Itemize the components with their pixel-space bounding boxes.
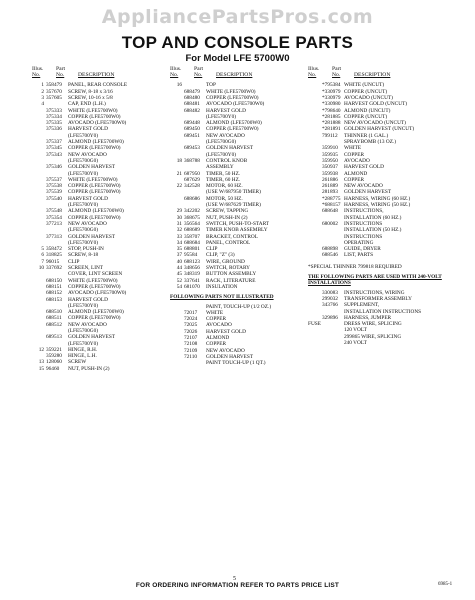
part-description: (LFE5700G0): [68, 157, 99, 164]
part-no: 72024: [184, 316, 198, 323]
part-description: 299865 WIRE, SPLICING: [344, 333, 402, 340]
part-no: 688123: [184, 258, 200, 265]
part-no: 357670: [46, 88, 62, 95]
part-description: STOP, PUSH-IN: [68, 246, 104, 253]
part-no: 337692: [46, 265, 62, 272]
part-no: 343766: [322, 302, 338, 309]
part-no: *330979: [322, 88, 341, 95]
part-no: 375548: [46, 208, 62, 215]
part-no: [322, 340, 344, 346]
part-no: 348319: [184, 271, 200, 278]
part-description: ALMOND (LFE5700W0): [68, 309, 124, 316]
fig-no: [308, 340, 322, 346]
column-header: [308, 66, 450, 78]
part-description: INSTALLATION (50 HZ.): [344, 227, 402, 234]
part-no: 342528: [184, 183, 200, 190]
parts-row: [308, 340, 450, 346]
part-no: 689451: [184, 132, 200, 139]
part-description: INSTRUCTIONS,: [344, 208, 384, 215]
part-description: (LFE5700Y0): [68, 132, 99, 139]
part-description: SUPPLEMENT,: [344, 302, 380, 309]
part-description: PANEL, CONTROL: [206, 239, 251, 246]
part-description: INSTRUCTIONS: [344, 220, 383, 227]
part-no: *288775: [322, 195, 341, 202]
part-no: 688546: [322, 252, 338, 259]
not-illustrated-heading: FOLLOWING PARTS NOT ILLUSTRATED: [170, 294, 274, 301]
part-description: HARVEST GOLD: [344, 164, 384, 171]
part-no: 689450: [184, 126, 200, 133]
part-no: 375538: [46, 183, 62, 190]
part-description: DRESS WIRE, SPLICING: [344, 321, 402, 328]
part-description: CAP, END (L.H.): [68, 101, 106, 108]
part-description: AVOCADO (UNCUT): [344, 95, 393, 101]
part-no: 358479: [46, 82, 62, 89]
fig-no: 7: [41, 258, 44, 265]
part-description: 120 VOLT: [344, 327, 367, 334]
part-description: WHITE (UNCUT): [344, 82, 385, 89]
part-description: GOLDEN HARVEST (UNCUT): [344, 126, 415, 133]
part-description: ASSEMBLY: [206, 164, 234, 171]
part-description: GOLDEN HARVEST: [206, 353, 254, 360]
part-description: TIMER, 60 HZ.: [206, 176, 241, 183]
part-description: WHITE (LFE5700W0): [68, 176, 118, 183]
part-no: *798640: [322, 107, 341, 114]
part-no: 688648: [322, 208, 338, 215]
part-description: MOTOR, 60 HZ.: [206, 183, 243, 190]
part-description: HARNESS, WIRING (60 HZ.): [344, 195, 411, 202]
ordering-notice: FOR ORDERING INFORMATION REFER TO PARTS PRICE LIST: [135, 582, 340, 589]
part-description: NUT, PUSH-IN (2): [68, 365, 110, 372]
column-header: [170, 66, 306, 78]
parts-column-2: [170, 66, 306, 366]
fig-no: 33: [176, 233, 182, 240]
fig-no: 34: [176, 239, 182, 246]
header-part: Part No.: [194, 66, 204, 79]
part-no: 688511: [46, 315, 62, 322]
part-no: 688512: [46, 321, 62, 328]
fig-no: 3: [41, 95, 44, 101]
thinner-note: *SPECIAL THINNER 799818 REQUIRED: [308, 263, 402, 270]
part-description: BRACKET, CONTROL: [206, 233, 258, 240]
part-no: 359935: [322, 151, 338, 158]
part-no: 356564: [184, 220, 200, 227]
part-description: CLIP: [206, 246, 218, 253]
part-no: 375539: [46, 189, 62, 196]
part-description: NEW AVOCADO: [68, 220, 107, 227]
part-description: SWITCH, ROTARY: [206, 265, 251, 272]
part-description: ALMOND (LFE5700W0): [68, 139, 124, 146]
part-description: ALMOND: [206, 334, 230, 341]
part-description: GOLDEN HARVEST: [206, 145, 254, 152]
part-no: 680002: [322, 220, 338, 227]
part-description: PAINT, TOUCH-UP (1/2 OZ.): [206, 303, 272, 310]
part-description: COPPER (LFE5700W0): [68, 214, 121, 221]
part-description: COPPER (LFE5700W0): [68, 145, 121, 152]
watermark: AppliancePartsPros.com: [101, 6, 374, 28]
fig-no: 21: [176, 170, 182, 177]
part-description: HARVEST GOLD (UNCUT): [344, 101, 408, 108]
part-description: (USE W/687629 TIMER): [206, 202, 261, 209]
part-description: HARVEST GOLD: [68, 195, 108, 202]
part-no: 359221: [46, 346, 62, 353]
header-part: Part No.: [332, 66, 342, 79]
part-description: AVOCADO (LFE5700W0): [68, 290, 127, 297]
part-no: 281893: [322, 189, 338, 196]
header-illus: Illus. No.: [308, 66, 320, 79]
part-no: 687950: [184, 170, 200, 177]
part-description: CLIP: [68, 258, 80, 265]
part-description: TIMER KNOB ASSEMBLY: [206, 227, 268, 234]
part-description: WHITE: [344, 145, 362, 152]
part-description: 240 VOLT: [344, 339, 367, 346]
part-no: 72108: [184, 341, 198, 348]
part-no: *688157: [322, 202, 341, 209]
parts-list-1: [32, 82, 168, 372]
fig-no: 31: [176, 220, 182, 227]
part-no: 688481: [184, 101, 200, 108]
part-description: COPPER (LFE5700W0): [68, 315, 121, 322]
page-title: TOP AND CONSOLE PARTS: [121, 33, 354, 52]
part-no: 261889: [322, 183, 338, 190]
part-description: INSTRUCTIONS, WIRING: [344, 289, 405, 296]
part-description: SCREW, TAPPING: [206, 208, 249, 215]
part-description: (LFE5700Y0): [68, 170, 99, 177]
part-description: HARNESS, JUMPER: [344, 314, 392, 321]
part-description: (LFE5700Y0): [68, 340, 99, 347]
part-description: THINNER (1 GAL.): [344, 132, 389, 139]
part-description: COPPER (LFE5700W0): [206, 95, 259, 101]
fig-no: 30: [176, 214, 182, 221]
part-no: 688480: [184, 95, 200, 101]
part-description: HINGE, L.H.: [68, 353, 97, 360]
document-code: 6985-1: [438, 582, 453, 587]
part-description: MOTOR, 50 HZ.: [206, 195, 243, 202]
part-no: 688152: [46, 290, 62, 297]
part-description: (LFE5700Y0): [206, 113, 237, 120]
part-no: 375343: [46, 151, 62, 158]
part-description: TIMER, 50 HZ.: [206, 170, 241, 177]
part-description: SPRAYBOMB (13 OZ.): [344, 139, 397, 146]
part-description: SCREW, 8-18 x 3/16: [68, 88, 113, 95]
part-no: 128060: [46, 359, 62, 366]
part-no: 375354: [46, 214, 62, 221]
part-no: 95584: [184, 252, 198, 259]
part-description: GUIDE, DRYER: [344, 246, 381, 253]
part-no: 348656: [184, 265, 200, 272]
fig-no: 18: [176, 157, 182, 164]
header-description: DESCRIPTION: [78, 72, 115, 79]
parts-column-3: [308, 66, 450, 346]
part-description: GOLDEN HARVEST: [344, 189, 392, 196]
part-description: (LFE5700Y0): [68, 239, 99, 246]
fig-no: 45: [176, 271, 182, 278]
header-illus: Illus. No.: [32, 66, 44, 79]
part-no: 359910: [322, 145, 338, 152]
part-no: *330980: [322, 101, 341, 108]
part-description: COPPER (LFE5700W0): [206, 126, 259, 133]
part-description: (USE W/687950 TIMER): [206, 189, 261, 196]
part-no: 688689: [184, 227, 200, 234]
part-description: COPPER (LFE5700W0): [68, 113, 121, 120]
part-no: *795384: [322, 82, 341, 89]
part-no: 688150: [46, 277, 62, 284]
part-description: PANEL, REAR CONSOLE: [68, 82, 128, 89]
part-no: 358707: [184, 233, 200, 240]
part-no: 681070: [184, 283, 200, 290]
fig-no: 5: [41, 246, 44, 253]
part-no: 375334: [46, 113, 62, 120]
parts-row: [170, 284, 306, 290]
parts-row: [308, 252, 450, 258]
part-description: CLIP, "Z" (3): [206, 252, 235, 259]
part-no: *281888: [322, 120, 341, 127]
part-description: PAINT TOUCH-UP (1 QT.): [206, 360, 266, 367]
fig-no: 44: [176, 265, 182, 272]
part-description: AVOCADO (LFE5700W0): [68, 120, 127, 127]
part-description: NEW AVOCADO (UNCUT): [344, 120, 406, 127]
part-description: NUT, PUSH-IN (2): [206, 214, 248, 221]
header-part: Part No.: [56, 66, 66, 79]
part-no: *281885: [322, 113, 341, 120]
part-description: WHITE (LFE5700W0): [206, 88, 256, 95]
part-description: WIRE, GROUND: [206, 258, 245, 265]
part-description: TOP: [206, 82, 216, 89]
part-description: AVOCADO: [206, 322, 232, 329]
part-no: 688510: [46, 309, 62, 316]
fig-no: 52: [176, 277, 182, 284]
fig-no: 2: [41, 88, 44, 95]
part-description: TRANSFORMER ASSEMBLY: [344, 295, 412, 302]
part-description: SWITCH, PUSH-TO-START: [206, 220, 270, 227]
part-description: (LFE5700G0): [68, 227, 99, 234]
fig-no: 37: [176, 252, 182, 259]
part-no: 689513: [46, 334, 62, 341]
part-no: 375336: [46, 126, 62, 133]
part-no: 375346: [46, 164, 62, 171]
part-no: 329896: [322, 314, 338, 321]
part-description: COPPER (UNCUT): [344, 113, 388, 120]
part-description: SCREW, 10-16 x 5/8: [68, 95, 113, 101]
part-description: NEW AVOCADO: [206, 347, 245, 354]
part-description: COVER, LINT SCREEN: [68, 271, 123, 278]
part-description: SCREEN, LINT: [68, 265, 104, 272]
part-description: (LFE5700Y0): [206, 151, 237, 158]
part-no: 358472: [46, 246, 62, 253]
page-number: 5: [233, 576, 236, 582]
part-no: 72109: [184, 347, 198, 354]
part-description: INSTALLATION (60 HZ.): [344, 214, 402, 221]
fig-no: FUSE: [308, 321, 321, 328]
fig-no: 40: [176, 258, 182, 265]
part-description: COPPER: [206, 341, 227, 348]
fig-no: 16: [176, 82, 182, 89]
fig-no: 4: [41, 101, 44, 108]
parts-list-3-extra: [308, 290, 450, 347]
part-description: COPPER (LFE5700W0): [68, 189, 121, 196]
fig-no: 29: [176, 208, 182, 215]
part-description: COPPER (UNCUT): [344, 88, 388, 95]
part-no: 688686: [184, 195, 200, 202]
fig-no: 15: [38, 365, 44, 372]
part-no: 318825: [46, 252, 62, 259]
part-no: 688479: [184, 88, 200, 95]
part-description: NEW AVOCADO: [68, 321, 107, 328]
part-description: HARVEST GOLD: [206, 328, 246, 335]
part-no: 377313: [46, 233, 62, 240]
part-no: 342202: [184, 208, 200, 215]
part-description: HARNESS, WIRING (50 HZ.): [344, 202, 411, 209]
part-no: 72107: [184, 334, 198, 341]
part-description: NEW AVOCADO: [206, 132, 245, 139]
part-description: COPPER: [344, 151, 365, 158]
part-no: [184, 360, 206, 366]
part-no: 299032: [322, 295, 338, 302]
part-no: 96460: [46, 365, 60, 372]
part-no: *330979: [322, 95, 341, 101]
part-description: ALMOND: [344, 170, 368, 177]
part-no: 72025: [184, 322, 198, 329]
part-description: (LFE5700Y0): [68, 202, 99, 209]
parts-list-2: [170, 82, 306, 290]
part-description: COPPER: [344, 176, 365, 183]
part-description: (LFE5700G0): [68, 327, 99, 334]
header-illus: Illus. No.: [170, 66, 182, 79]
part-description: HARVEST GOLD: [68, 296, 108, 303]
header-description: DESCRIPTION: [354, 72, 391, 79]
part-description: (LFE5700Y0): [68, 302, 99, 309]
part-description: COPPER (LFE5700W0): [68, 283, 121, 290]
part-no: 375337: [46, 139, 62, 146]
part-no: 350937: [322, 164, 338, 171]
fig-no: 32: [176, 227, 182, 234]
part-description: INSULATION: [206, 283, 238, 290]
fig-no: 1: [41, 82, 44, 89]
part-no: 375333: [46, 107, 62, 114]
part-description: ALMOND (UNCUT): [344, 107, 391, 114]
fig-no: 12: [38, 346, 44, 353]
part-description: WHITE (LFE5700W0): [68, 107, 118, 114]
fig-no: 10: [38, 265, 44, 272]
part-description: COPPER: [206, 316, 227, 323]
part-no: 377213: [46, 220, 62, 227]
part-no: 799112: [322, 132, 338, 139]
part-no: 689448: [184, 120, 200, 127]
part-no: 357605: [46, 95, 62, 101]
part-description: CONTROL KNOB: [206, 157, 248, 164]
part-description: AVOCADO: [344, 157, 370, 164]
column-header: [32, 66, 168, 78]
part-no: 368675: [184, 214, 200, 221]
part-description: NEW AVOCADO: [68, 151, 107, 158]
part-no: 688801: [184, 246, 200, 253]
part-description: ALMOND (LFE5700W0): [206, 120, 262, 127]
fig-no: 6: [41, 252, 44, 259]
part-no: 375537: [46, 176, 62, 183]
part-description: INSTRUCTIONS: [344, 233, 383, 240]
part-description: GOLDEN HARVEST: [68, 164, 116, 171]
part-description: COPPER (LFE5700W0): [68, 183, 121, 190]
part-no: 359950: [322, 157, 338, 164]
part-no: *281891: [322, 126, 341, 133]
page-subtitle: For Model LFE 5700W0: [185, 53, 290, 64]
part-description: BUTTON ASSEMBLY: [206, 271, 257, 278]
fig-no: 54: [176, 283, 182, 290]
part-no: 688684: [184, 239, 200, 246]
part-no: 688898: [322, 246, 338, 253]
part-no: 359938: [322, 170, 338, 177]
parts-row: [32, 366, 168, 372]
parts-list-3: [308, 82, 450, 258]
part-description: (LFE5700G0): [206, 139, 237, 146]
part-description: RACK, LITERATURE: [206, 277, 256, 284]
part-no: 72026: [184, 328, 198, 335]
parts-column-1: [32, 66, 168, 372]
part-description: INSTALLATION INSTRUCTIONS: [344, 308, 422, 315]
fig-no: 22: [176, 183, 182, 190]
part-no: 689453: [184, 145, 200, 152]
part-description: SCREW: [68, 359, 87, 366]
part-description: OPERATING: [344, 239, 374, 246]
part-no: 375345: [46, 145, 62, 152]
fig-no: [308, 252, 322, 258]
part-description: HARVEST GOLD: [68, 126, 108, 133]
part-no: 688482: [184, 107, 200, 114]
part-description: HINGE, R.H.: [68, 346, 98, 353]
240-volt-heading: THE FOLLOWING PARTS ARE USED WITH 240-VOLT INSTALLATIONS: [308, 274, 442, 287]
part-description: WHITE (LFE5700W0): [68, 277, 118, 284]
part-no: 72110: [184, 353, 198, 360]
part-no: 330083: [322, 289, 338, 296]
part-no: 375540: [46, 195, 62, 202]
part-description: WHITE: [206, 309, 224, 316]
part-no: 375335: [46, 120, 62, 127]
part-description: LIST, PARTS: [344, 252, 374, 259]
part-description: SCREW, 8-18: [68, 252, 99, 259]
part-description: GOLDEN HARVEST: [68, 334, 116, 341]
part-description: GOLDEN HARVEST: [68, 233, 116, 240]
fig-no: 35: [176, 246, 182, 253]
part-no: 359280: [46, 353, 62, 360]
fig-no: [170, 360, 184, 366]
part-no: 261886: [322, 176, 338, 183]
part-description: HARVEST GOLD: [206, 107, 246, 114]
parts-row: [170, 360, 306, 366]
part-no: 368788: [184, 157, 200, 164]
part-description: ALMOND (LFE5700W0): [68, 208, 124, 215]
part-no: 72017: [184, 309, 198, 316]
part-no: 337641: [184, 277, 200, 284]
part-no: 687629: [184, 176, 200, 183]
part-no: 688153: [46, 296, 62, 303]
parts-list-2-extra: [170, 304, 306, 367]
part-description: NEW AVOCADO: [344, 183, 383, 190]
part-no: 96015: [46, 258, 60, 265]
header-description: DESCRIPTION: [216, 72, 253, 79]
fig-no: 13: [38, 359, 44, 366]
part-description: AVOCADO (LFE5700W0): [206, 101, 265, 108]
part-no: 688151: [46, 283, 62, 290]
